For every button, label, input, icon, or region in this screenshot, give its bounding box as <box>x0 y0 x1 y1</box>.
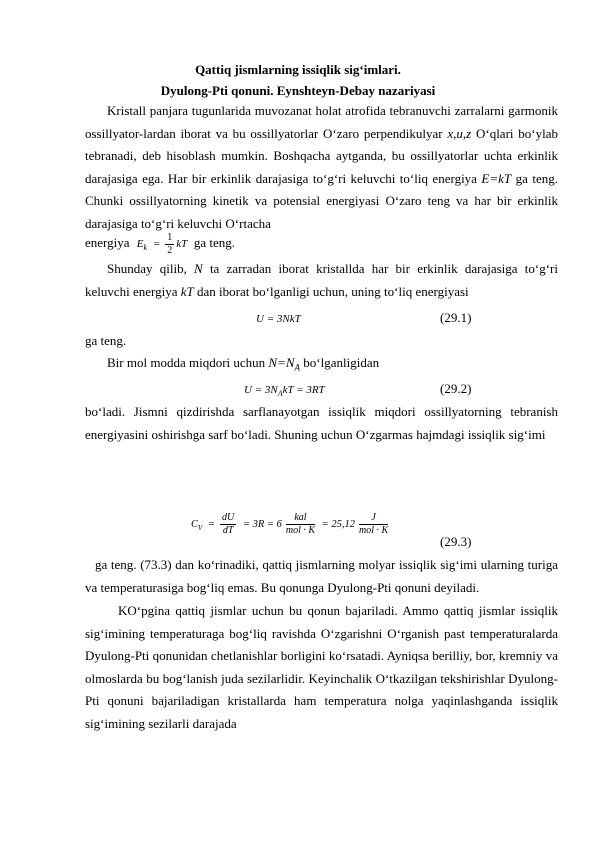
symbol-n: N <box>194 261 203 276</box>
section-title: Qattiq jismlarning issiqlik sig‘imlari. <box>195 62 401 77</box>
paragraph-3-text-b: bo‘lganligidan <box>300 355 380 370</box>
paragraph-1 <box>85 100 558 236</box>
equation-29-2: $U = 3N_AkT = 3RT$ <box>244 384 325 399</box>
paragraph-2-text-b: ta zarradan iborat kristallda har bir erkinlik darajasiga to‘g‘ri keluvchi energiya <box>85 261 558 299</box>
paragraph-5: ga teng. (73.3) dan ko‘rinadiki, qattiq jismlarning molyar issiqlik sig‘imi ularning turiga va temperaturasiga bog‘liq emas. Bu qonunga Dyulong-Pti qonuni deyiladi. <box>85 557 558 595</box>
energy-expression: E=kT <box>481 170 512 186</box>
symbol-n-na: N=N <box>268 355 295 370</box>
paragraph-3-text-a: Bir mol modda miqdori uchun <box>107 355 269 370</box>
equation-29-3: $C_V$ = $\frac{dU}{dT}$ = 3R = 6 $\frac{\text{kal}}{\text{mol · K}}$ = 25,12 $\frac{J}{\text{mol · K}}$ <box>191 512 389 536</box>
equation-number-29-3: (29.3) <box>440 534 472 549</box>
symbol-kt: kT <box>180 283 194 299</box>
kinetic-energy-formula: $E_k$ = $\frac{1}{2}$ kT <box>136 232 188 256</box>
energy-line <box>85 232 235 257</box>
section-subtitle: Dyulong-Pti qonuni. Eynshteyn-Debay nazariyasi <box>160 83 436 98</box>
paragraph-ga-teng: ga teng. <box>85 333 127 348</box>
paragraph-4: bo‘ladi. Jismni qizdirishda sarflanayotgan issiqlik miqdori ossillyatorning tebranish energiyasini oshirishga sarf bo‘ladi. Shuning uchun O‘zgarmas hajmdagi issiqlik sig‘imi <box>85 404 558 442</box>
paragraph-1-text-a: Kristall panjara tugunlarida muvozanat holat atrofida tebranuvchi zarralarni garmonik ossillyator-lardan iborat va bu ossillyatorlar O‘zaro perpendikulyar <box>85 103 558 141</box>
axes-xyz: x,u,z <box>447 125 472 141</box>
energy-suffix: ga teng. <box>193 235 235 251</box>
equation-number-29-1: (29.1) <box>440 310 472 325</box>
paragraph-6: KO‘pgina qattiq jismlar uchun bu qonun bajariladi. Ammo qattiq jismlar issiqlik sig‘imining temperaturaga bog‘liq ravishda O‘zgarishni O‘rganish past temperaturalarda Dyulong-Pti qonunidan chetlanishlar borligini ko‘rsatadi. Ayniqsa berilliy, bor, kremniy va olmoslarda bu bog‘lanish juda sezilarlidir. Keyinchalik O‘tkazilgan tekshirishlar Dyulong-Pti qonuni bajariladigan kristallarda ham temperatura nolga yaqinlashganda issiqlik sig‘imining sezilarli darajada <box>85 603 558 731</box>
paragraph-1-text-b: O‘qlari bo‘ylab tebranadi, deb hisoblash mumkin. Boshqacha aytganda, bu ossillyatorlar uchta erkinlik darajasiga ega. Har bir erkinlik darajasiga to‘g‘ri keluvchi to‘liq energiya <box>85 125 558 186</box>
paragraph-2-text-c: dan iborat bo‘lganligi uchun, uning to‘liq energiyasi <box>193 283 469 299</box>
paragraph-2 <box>85 258 558 303</box>
paragraph-1-text-c: ga teng. Chunki ossillyatorning kinetik va potensial energiyasi O‘zaro teng va har bir erkinlik darajasiga to‘g‘ri keluvchi O‘rtacha <box>85 170 558 231</box>
paragraph-3: Bir mol modda miqdori uchun $N=N_A$ bo‘lganligidan <box>107 355 380 373</box>
paragraph-2-text-a: Shunday qilib, <box>107 261 195 276</box>
equation-29-1: U = 3NkT <box>256 313 301 325</box>
energy-word: energiya <box>85 235 130 251</box>
equation-number-29-2: (29.2) <box>440 381 472 396</box>
